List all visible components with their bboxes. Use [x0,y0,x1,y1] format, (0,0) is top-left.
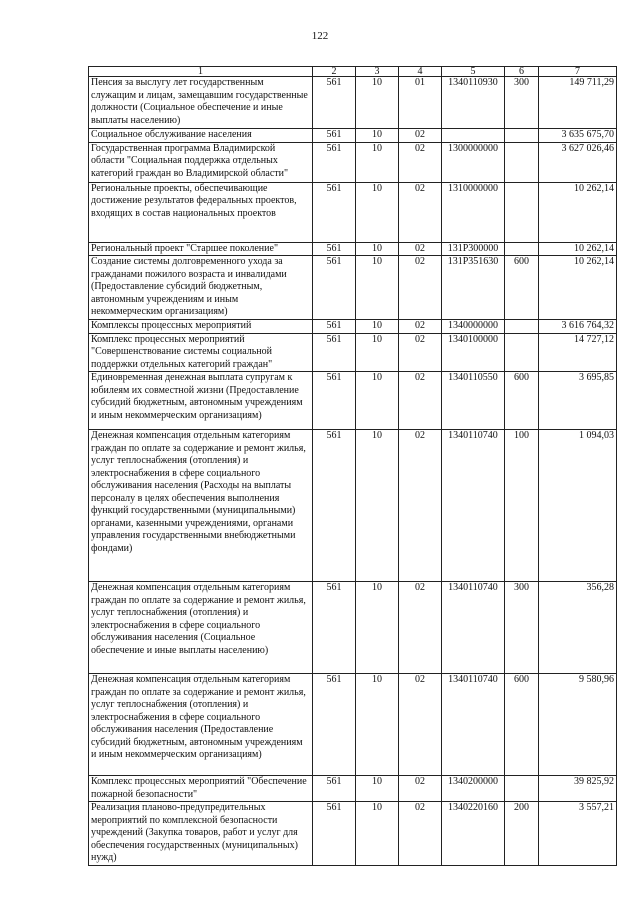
cell-target: 1340200000 [442,776,505,802]
cell-vr [505,333,539,372]
cell-vr [505,242,539,256]
table-header-row [89,67,617,77]
cell-amount: 3 627 026,46 [539,142,617,182]
column-header: 7 [539,67,617,77]
cell-amount: 1 094,03 [539,430,617,582]
cell-section: 10 [356,242,399,256]
table-row [89,333,617,372]
cell-target: 1340110930 [442,77,505,129]
cell-name: Региональные проекты, обеспечивающие достижение результатов федеральных проектов, входящих в состав национальных проектов [89,182,313,242]
column-header: 4 [399,67,442,77]
cell-grbs: 561 [313,674,356,776]
cell-vr: 200 [505,802,539,866]
cell-subsection: 02 [399,430,442,582]
cell-name: Пенсия за выслугу лет государственным служащим и лицам, замещавшим государственные должности (Социальное обеспечение и иные выплаты населению) [89,77,313,129]
cell-amount: 149 711,29 [539,77,617,129]
table-row [89,582,617,674]
table-row [89,430,617,582]
cell-grbs: 561 [313,333,356,372]
column-header: 5 [442,67,505,77]
cell-grbs: 561 [313,802,356,866]
cell-subsection: 01 [399,77,442,129]
cell-amount: 9 580,96 [539,674,617,776]
cell-vr: 300 [505,582,539,674]
table-row [89,802,617,866]
cell-section: 10 [356,129,399,143]
cell-target: 1340110740 [442,674,505,776]
cell-subsection: 02 [399,256,442,320]
cell-vr: 600 [505,256,539,320]
cell-target: 1340110740 [442,582,505,674]
cell-name: Государственная программа Владимирской области "Социальная поддержка отдельных категорий граждан во Владимирской области" [89,142,313,182]
cell-target: 1340220160 [442,802,505,866]
cell-amount: 3 616 764,32 [539,320,617,334]
table-row [89,372,617,430]
cell-vr [505,142,539,182]
cell-subsection: 02 [399,674,442,776]
cell-target: 1340110550 [442,372,505,430]
table-row [89,182,617,242]
cell-target [442,129,505,143]
cell-amount: 14 727,12 [539,333,617,372]
cell-subsection: 02 [399,333,442,372]
cell-vr: 600 [505,674,539,776]
cell-subsection: 02 [399,372,442,430]
table-row [89,776,617,802]
cell-grbs: 561 [313,256,356,320]
cell-name: Комплекс процессных мероприятий "Совершенствование системы социальной поддержки отдельных категорий граждан" [89,333,313,372]
cell-section: 10 [356,776,399,802]
cell-amount: 10 262,14 [539,182,617,242]
cell-section: 10 [356,77,399,129]
cell-grbs: 561 [313,77,356,129]
cell-name: Денежная компенсация отдельным категориям граждан по оплате за содержание и ремонт жилья, услуг теплоснабжения (отопления) и электроснабжения в сфере социального обслуживания населения (Социальное обеспечение и иные выплаты населению) [89,582,313,674]
cell-grbs: 561 [313,582,356,674]
cell-grbs: 561 [313,372,356,430]
cell-target: 1340000000 [442,320,505,334]
cell-section: 10 [356,320,399,334]
cell-target: 1300000000 [442,142,505,182]
cell-amount: 10 262,14 [539,256,617,320]
cell-amount: 3 695,85 [539,372,617,430]
cell-target: 1340110740 [442,430,505,582]
table-row [89,320,617,334]
cell-section: 10 [356,372,399,430]
cell-amount: 3 635 675,70 [539,129,617,143]
cell-target: 131P351630 [442,256,505,320]
cell-section: 10 [356,142,399,182]
cell-vr [505,320,539,334]
cell-name: Единовременная денежная выплата супругам к юбилеям их совместной жизни (Предоставление субсидий бюджетным, автономным учреждениям и иным некоммерческим организациям) [89,372,313,430]
cell-amount: 3 557,21 [539,802,617,866]
cell-target: 1310000000 [442,182,505,242]
cell-name: Комплексы процессных мероприятий [89,320,313,334]
cell-subsection: 02 [399,242,442,256]
cell-vr [505,129,539,143]
column-header: 2 [313,67,356,77]
table-row [89,77,617,129]
cell-target: 1340100000 [442,333,505,372]
cell-section: 10 [356,256,399,320]
cell-grbs: 561 [313,776,356,802]
cell-grbs: 561 [313,320,356,334]
cell-name: Денежная компенсация отдельным категориям граждан по оплате за содержание и ремонт жилья, услуг теплоснабжения (отопления) и электроснабжения в сфере социального обслуживания населения (Предоставление субсидий бюджетным, автономным учреждениям и иным некоммерческим организациям) [89,674,313,776]
table-row [89,129,617,143]
cell-target: 131P300000 [442,242,505,256]
cell-name: Реализация планово-предупредительных мероприятий по комплексной безопасности учреждений (Закупка товаров, работ и услуг для обеспечения государственных (муниципальных) нужд) [89,802,313,866]
cell-grbs: 561 [313,129,356,143]
table-row [89,142,617,182]
cell-section: 10 [356,430,399,582]
cell-subsection: 02 [399,142,442,182]
cell-name: Региональный проект "Старшее поколение" [89,242,313,256]
cell-amount: 10 262,14 [539,242,617,256]
cell-grbs: 561 [313,142,356,182]
cell-subsection: 02 [399,802,442,866]
cell-grbs: 561 [313,430,356,582]
cell-vr: 600 [505,372,539,430]
cell-subsection: 02 [399,582,442,674]
cell-subsection: 02 [399,129,442,143]
cell-amount: 356,28 [539,582,617,674]
table-row [89,674,617,776]
cell-section: 10 [356,582,399,674]
cell-name: Социальное обслуживание населения [89,129,313,143]
cell-amount: 39 825,92 [539,776,617,802]
cell-vr [505,776,539,802]
column-header: 1 [89,67,313,77]
cell-section: 10 [356,674,399,776]
cell-grbs: 561 [313,242,356,256]
cell-subsection: 02 [399,776,442,802]
column-header: 6 [505,67,539,77]
cell-grbs: 561 [313,182,356,242]
cell-subsection: 02 [399,182,442,242]
cell-section: 10 [356,802,399,866]
cell-name: Создание системы долговременного ухода за гражданами пожилого возраста и инвалидами (Предоставление субсидий бюджетным, автономным учреждениям и иным некоммерческим организациям) [89,256,313,320]
cell-name: Денежная компенсация отдельным категориям граждан по оплате за содержание и ремонт жилья, услуг теплоснабжения (отопления) и электроснабжения в сфере социального обслуживания населения (Расходы на выплаты персоналу в целях обеспечения выполнения функций государственными (муниципальными) органами, казенными учреждениями, органами управления государственными внебюджетными фондами) [89,430,313,582]
cell-section: 10 [356,182,399,242]
cell-subsection: 02 [399,320,442,334]
column-header: 3 [356,67,399,77]
table-row [89,256,617,320]
cell-name: Комплекс процессных мероприятий "Обеспечение пожарной безопасности" [89,776,313,802]
budget-table [88,66,617,866]
page-number: 122 [311,30,329,42]
cell-vr: 100 [505,430,539,582]
cell-section: 10 [356,333,399,372]
cell-vr [505,182,539,242]
cell-vr: 300 [505,77,539,129]
table-row [89,242,617,256]
